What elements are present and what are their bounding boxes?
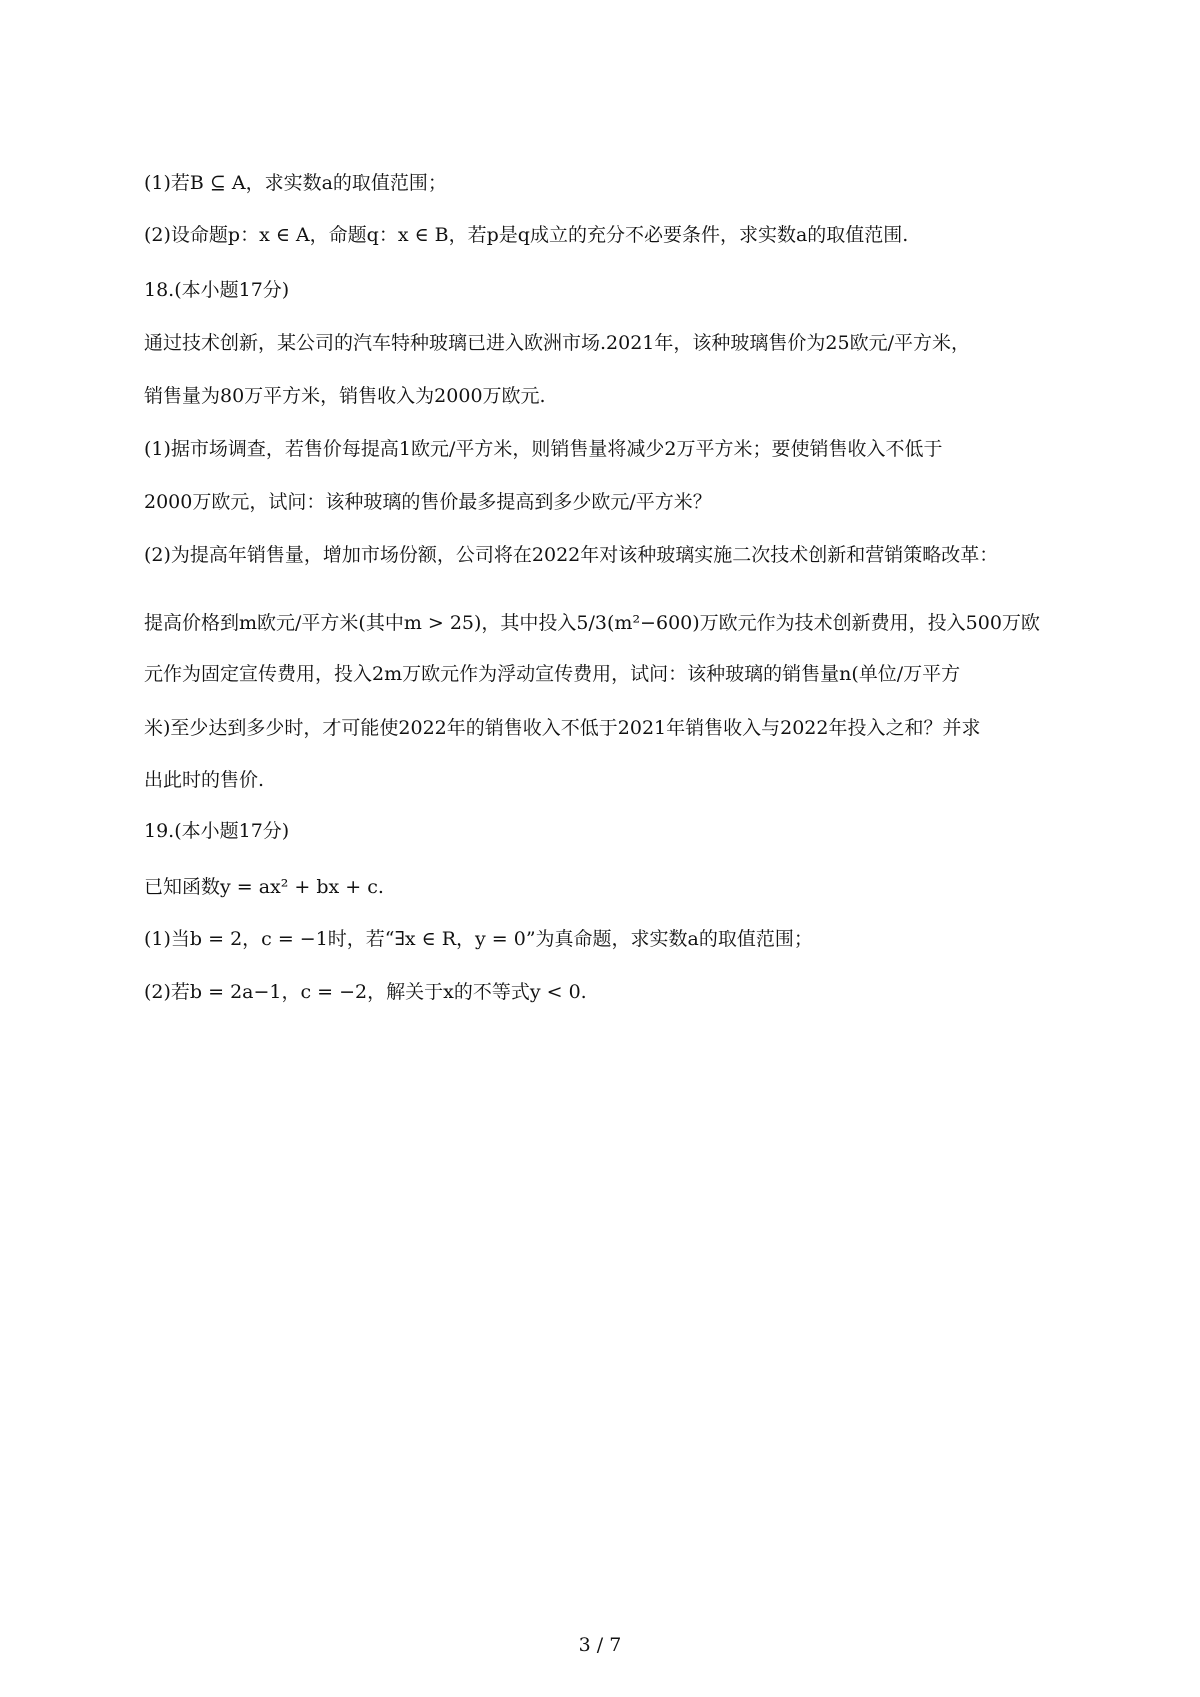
problem-19-part-2: (2)若b = 2a−1，c = −2，解关于x的不等式y < 0. [144, 981, 587, 1003]
problem-18-intro-line-2: 销售量为80万平方米，销售收入为2000万欧元. [144, 385, 546, 407]
problem-18-part-2-line-2: 提高价格到m欧元/平方米(其中m > 25)，其中投入5/3(m²−600)万欧元作为技术创新费用，投入500万欧 [144, 612, 1040, 634]
problem-18-part-1-line-2: 2000万欧元，试问：该种玻璃的售价最多提高到多少欧元/平方米？ [144, 491, 712, 513]
page-number: 3 / 7 [578, 1634, 622, 1656]
problem-18-intro-line-1: 通过技术创新，某公司的汽车特种玻璃已进入欧洲市场.2021年，该种玻璃售价为25欧元/平方米， [144, 332, 970, 354]
problem-19-heading: 19.(本小题17分) [144, 820, 290, 842]
problem-18-part-2-line-4: 米)至少达到多少时，才可能使2022年的销售收入不低于2021年销售收入与2022年投入之和？并求 [144, 717, 981, 739]
problem-18-part-2-line-5: 出此时的售价. [144, 769, 265, 791]
problem-17-part-2: (2)设命题p：x ∈ A，命题q：x ∈ B，若p是q成立的充分不必要条件，求实数a的取值范围. [144, 224, 909, 246]
problem-19-part-1: (1)当b = 2，c = −1时，若“∃x ∈ R，y = 0”为真命题，求实数a的取值范围； [144, 928, 813, 950]
problem-18-part-2-line-1: (2)为提高年销售量，增加市场份额，公司将在2022年对该种玻璃实施二次技术创新和营销策略改革： [144, 544, 999, 566]
problem-18-part-2-line-3: 元作为固定宣传费用，投入2m万欧元作为浮动宣传费用，试问：该种玻璃的销售量n(单位/万平方 [144, 663, 961, 685]
problem-17-part-1: (1)若B ⊆ A，求实数a的取值范围； [144, 172, 447, 194]
problem-19-intro: 已知函数y = ax² + bx + c. [144, 876, 384, 898]
problem-18-heading: 18.(本小题17分) [144, 279, 290, 301]
problem-18-part-1-line-1: (1)据市场调查，若售价每提高1欧元/平方米，则销售量将减少2万平方米；要使销售收入不低于 [144, 438, 943, 460]
